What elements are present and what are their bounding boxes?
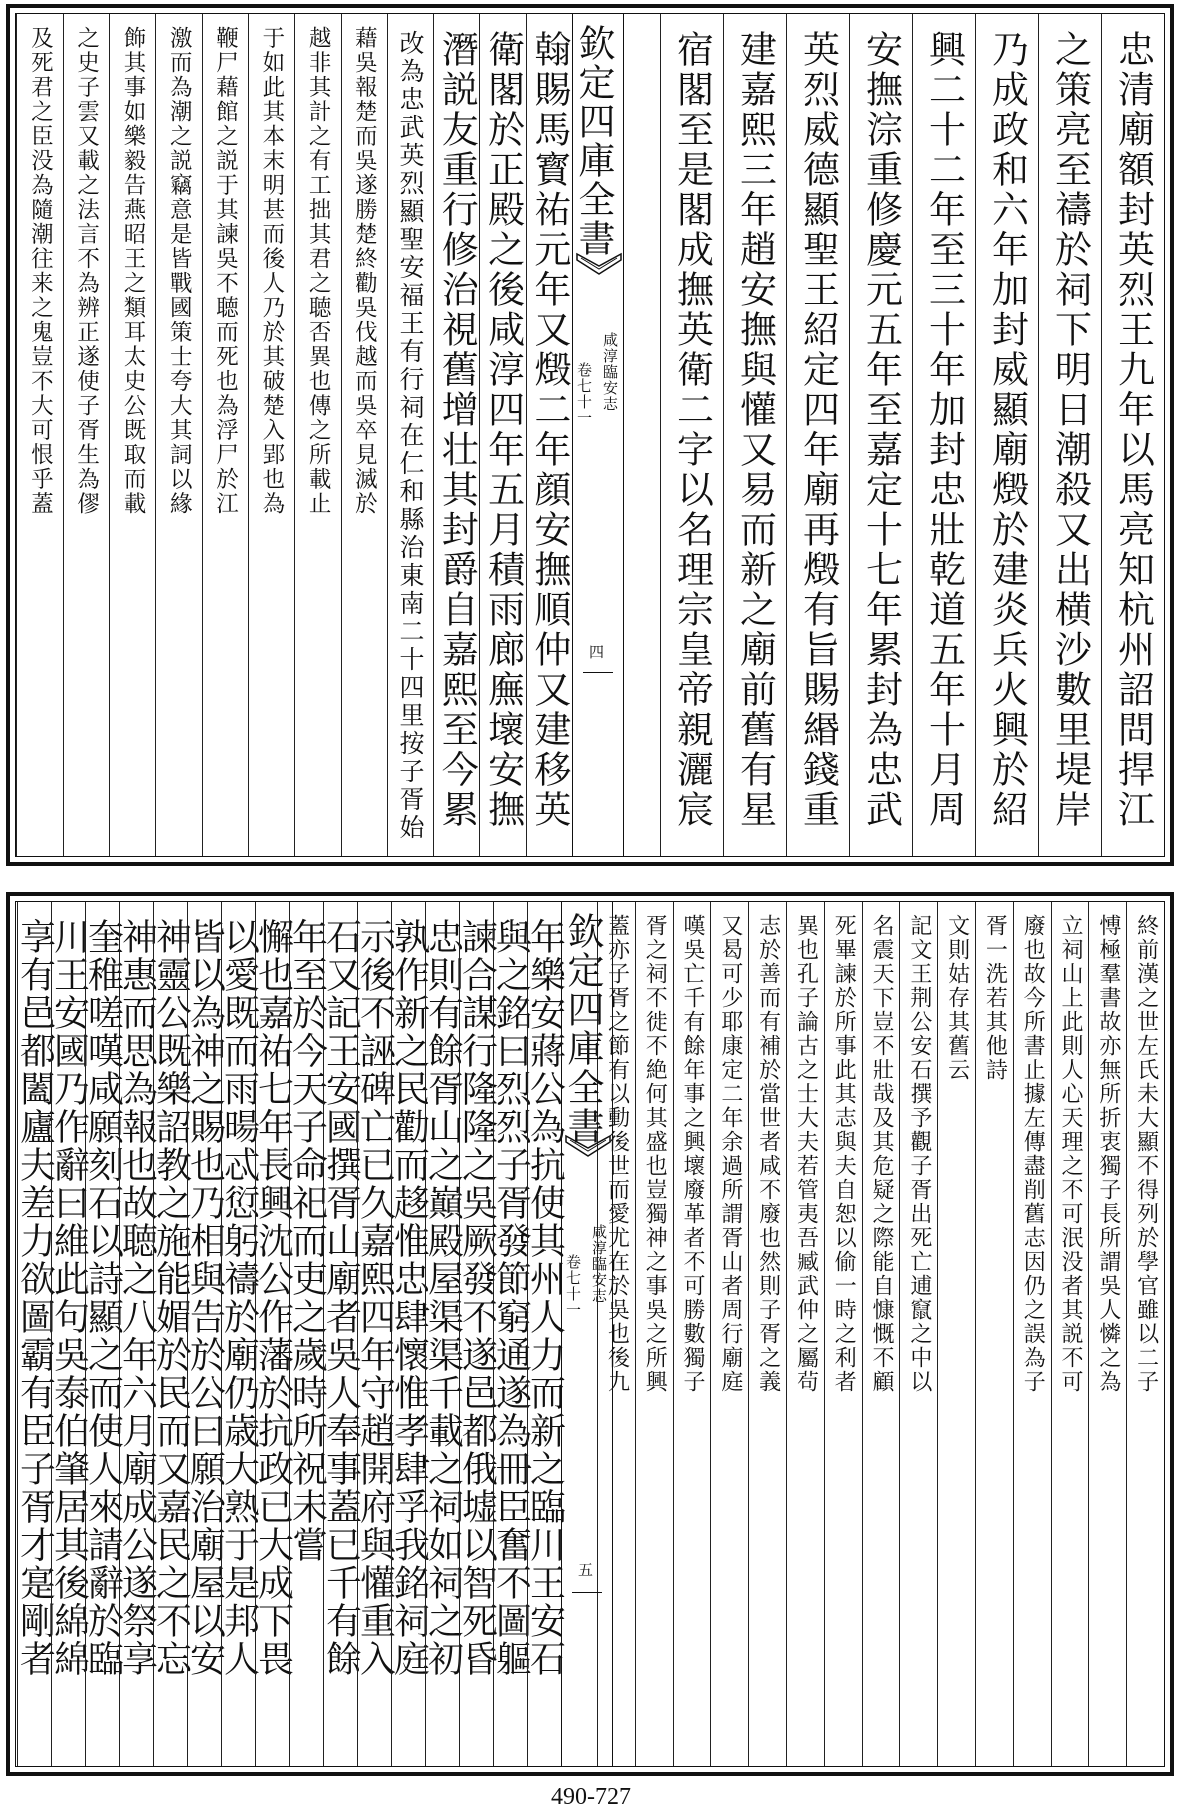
- volume-label: 咸淳臨安志: [590, 1224, 608, 1304]
- page-number: 四: [587, 644, 605, 659]
- column-text: 與之銘曰烈烈子胥發節窮通遂為冊臣奮不圖軀: [490, 918, 532, 1678]
- column-text: 嘆吳亡千有餘年事之興壞廢革者不可勝數獨子: [680, 914, 706, 1394]
- column-text: 宿閣至是閣成撫英衛二字以名理宗皇帝親灑宸: [670, 30, 714, 830]
- text-column: [202, 14, 248, 856]
- text-column: [109, 14, 155, 856]
- text-column: [218, 902, 260, 1766]
- text-column: [116, 902, 158, 1766]
- column-text: 之史子雲又載之法言不為辨正遂使子胥生為僇: [73, 26, 100, 516]
- text-column: [635, 902, 673, 1766]
- text-column: [248, 14, 294, 856]
- fish-tail-ornament: [575, 252, 623, 276]
- column-text: 記文王荆公安石撰予觀子胥出死亡逋竄之中以: [906, 914, 932, 1394]
- text-column: [320, 902, 362, 1766]
- text-column: [1088, 902, 1126, 1766]
- text-column: [433, 14, 479, 856]
- upper-left-text-block: [16, 14, 572, 856]
- upper-page-panel: [6, 4, 1174, 866]
- column-text: 立祠山上此則人心天理之不可泯没者其説不可: [1058, 914, 1084, 1394]
- text-column: [155, 14, 201, 856]
- column-text: 廢也故今所書止據左傳盡削舊志因仍之誤為子: [1020, 914, 1046, 1394]
- text-column: [937, 902, 975, 1766]
- text-column: [387, 14, 433, 856]
- lower-center-column: [561, 902, 613, 1766]
- column-text: 石又記王安國撰胥山廟者吳人奉事蓋已千有餘: [320, 918, 362, 1678]
- page-divider: [583, 672, 613, 673]
- text-column: [1126, 902, 1164, 1766]
- column-text: 安撫淙重修慶元五年至嘉定十七年累封為忠武: [859, 30, 903, 830]
- volume-number: 卷七十一: [575, 362, 593, 426]
- column-text: 神惠而思為報也故聴之八年六月廟成公遂祭享: [116, 918, 158, 1678]
- text-column: [748, 902, 786, 1766]
- text-column: [294, 14, 340, 856]
- column-text: 興二十二年至三十年加封忠壯乾道五年十月周: [922, 30, 966, 830]
- page-number: 五: [576, 1562, 594, 1577]
- column-text: 英烈威德顯聖王紹定四年廟再燬有旨賜緡錢重: [796, 30, 840, 830]
- lower-page-frame: [15, 901, 1165, 1767]
- column-text: 激而為潮之説竊意是皆戰國策士夸大其詞以緣: [166, 26, 193, 516]
- column-text: 年樂安蔣公為抗使其州人力而新之臨川王安石: [524, 918, 566, 1678]
- page-divider: [572, 1592, 602, 1593]
- text-column: [899, 902, 937, 1766]
- text-column: [786, 14, 849, 856]
- text-column: [286, 902, 328, 1766]
- text-column: [786, 902, 824, 1766]
- column-text: 川王安國乃作辭曰維此句吳泰伯肇居其後綿綿: [48, 918, 90, 1678]
- upper-page-frame: [15, 13, 1165, 857]
- column-text: 胥之祠不徙不絶何其盛也豈獨神之事吳之所興: [642, 914, 668, 1394]
- column-text: 于如此其本末明甚而後人乃於其破楚入郢也為: [258, 26, 285, 516]
- column-text: 年至於今天子命祀而吏之歲時所祝未嘗: [286, 918, 328, 1564]
- text-column: [673, 902, 711, 1766]
- text-column: [975, 14, 1038, 856]
- column-text: 改為忠武英烈顯聖安福王有行祠在仁和縣治東南二十四里按子胥始: [395, 30, 425, 842]
- text-column: [723, 14, 786, 856]
- lower-right-text-block: [597, 902, 1164, 1766]
- text-column: [354, 902, 396, 1766]
- text-column: [388, 902, 430, 1766]
- text-column: [422, 902, 464, 1766]
- page-identifier: 490-727: [551, 1784, 631, 1810]
- column-text: 志於善而有補於當世者咸不廢也然則子胥之義: [755, 914, 781, 1394]
- text-column: [975, 902, 1013, 1766]
- text-column: [849, 14, 912, 856]
- column-text: 示後不誣碑亡已久嘉熙四年守趙開府與懽重入: [354, 918, 396, 1678]
- text-column: [526, 14, 572, 856]
- text-column: [1101, 14, 1164, 856]
- text-column: [63, 14, 109, 856]
- column-text: 飾其事如樂毅告燕昭王之類耳太史公既取而載: [119, 26, 146, 516]
- column-text: 奎稚嗟嘆咸願刻石以詩顯之而使人來請辭於臨: [82, 918, 124, 1678]
- column-text: 翰賜馬寳祐元年又燬二年顔安撫順仲又建移英: [527, 30, 571, 830]
- text-column: [660, 14, 723, 856]
- volume-label: 咸淳臨安志: [601, 332, 619, 412]
- column-text: 之策亮至禱於祠下明日潮殺又出横沙數里堤岸: [1048, 30, 1092, 830]
- column-text: 及死君之臣没為隨潮往来之鬼豈不大可恨乎蓋: [27, 26, 54, 516]
- text-column: [456, 902, 498, 1766]
- column-text: 享有邑都闔廬夫差力欲圖霸有臣子胥才寔剛者: [14, 918, 56, 1678]
- text-column: [862, 902, 900, 1766]
- text-column: [1013, 902, 1051, 1766]
- book-title: 欽定四庫全書: [561, 912, 604, 1146]
- column-text: 皆以為神之賜也乃相與告於公曰願治廟屋以安: [184, 918, 226, 1678]
- text-column: [184, 902, 226, 1766]
- text-column: [1038, 14, 1101, 856]
- column-text: 潛説友重行修治視舊增壮其封爵自嘉熙至今累: [435, 30, 479, 830]
- column-text: 越非其計之有工拙其君之聴否異也傳之所載止: [305, 26, 332, 516]
- text-column: [16, 14, 62, 856]
- text-column: [524, 902, 566, 1766]
- column-text: 鞭尸藉館之説于其諫吳不聴而死也為浮尸於江: [212, 26, 239, 516]
- column-text: 忠清廟額封英烈王九年以馬亮知杭州詔問捍江: [1111, 30, 1155, 830]
- text-column: [490, 902, 532, 1766]
- text-column: [479, 14, 525, 856]
- lower-page-panel: [6, 892, 1174, 1776]
- column-text: 異也孔子論古之士大夫若管夷吾臧武仲之屬茍: [793, 914, 819, 1394]
- text-column: [710, 902, 748, 1766]
- text-column: [912, 14, 975, 856]
- column-text: 衛閣於正殿之後咸淳四年五月積雨廊廡壞安撫: [481, 30, 525, 830]
- column-text: 神靈公既樂詔教之施能媚於民而又嘉民之不忘: [150, 918, 192, 1678]
- column-text: 終前漢之世左氏未大顯不得列於學官雖以二子: [1133, 914, 1159, 1394]
- volume-number: 卷七十一: [564, 1254, 582, 1318]
- text-column: [48, 902, 90, 1766]
- column-text: 乃成政和六年加封威顯廟燬於建炎兵火興於紹: [985, 30, 1029, 830]
- text-column: [252, 902, 294, 1766]
- column-text: 愽極羣書故亦無所折衷獨子長所謂吳人憐之為: [1095, 914, 1121, 1394]
- column-text: 懈也嘉祐七年長興沈公作藩於抗政已大成下畏: [252, 918, 294, 1678]
- lower-left-text-block: [14, 902, 566, 1766]
- column-text: 建嘉熙三年趙安撫與懽又易而新之廟前舊有星: [733, 30, 777, 830]
- text-column: [341, 14, 387, 856]
- column-text: 名震天下豈不壯哉及其危疑之際能自慷慨不顧: [869, 914, 895, 1394]
- book-title: 欽定四庫全書: [572, 24, 615, 258]
- column-text: 藉吳報楚而吳遂勝楚終勸吳伐越而吳卒見滅於: [351, 26, 378, 516]
- column-text: 孰作新之民勸而趍惟忠肆懷惟孝肆孚我銘祠庭: [388, 918, 430, 1678]
- upper-center-column: [572, 14, 624, 856]
- column-text: 死畢諫於所事此其志與夫自恕以偷一時之利者: [831, 914, 857, 1394]
- text-column: [1051, 902, 1089, 1766]
- column-text: 文則姑存其舊云: [944, 914, 970, 1082]
- fish-tail-ornament: [564, 1134, 612, 1158]
- text-column: [14, 902, 56, 1766]
- column-text: 諫合謀行隆隆之吳厥發不遂邑都俄墟以智死昏: [456, 918, 498, 1678]
- text-column: [82, 902, 124, 1766]
- text-column: [824, 902, 862, 1766]
- column-text: 蓋亦子胥之節有以動後世而愛尤在於吳也後九: [604, 914, 630, 1394]
- column-text: 以愛既而雨暘忒愆躬禱於廟仍歳大熟于是邦人: [218, 918, 260, 1678]
- upper-right-text-block: [659, 14, 1164, 856]
- column-text: 又曷可少耶康定二年余過所謂胥山者周行廟庭: [717, 914, 743, 1394]
- text-column: [150, 902, 192, 1766]
- column-text: 胥一洗若其他詩: [982, 914, 1008, 1082]
- column-text: 忠則有餘胥山之巔殿屋渠渠千載之祠如祠之初: [422, 918, 464, 1678]
